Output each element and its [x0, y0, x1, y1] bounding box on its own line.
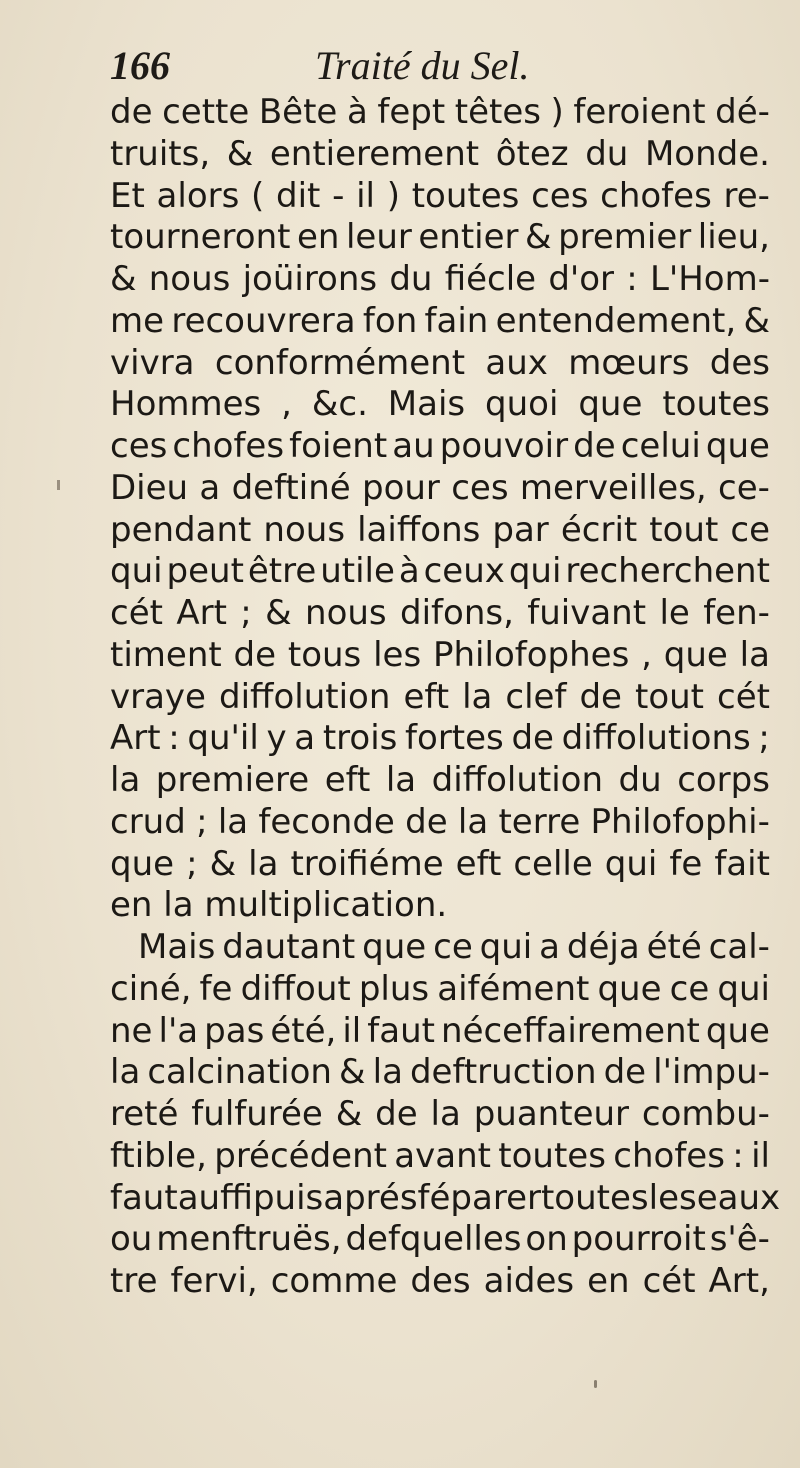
word: fain	[424, 300, 489, 341]
text-line	[110, 176, 770, 218]
word: aux	[485, 342, 548, 383]
word: du	[618, 760, 662, 800]
word: pas	[204, 1010, 265, 1051]
word: &	[209, 843, 237, 884]
word: ,	[281, 384, 292, 425]
running-title: Traité du Sel.	[315, 43, 530, 88]
word: eft	[403, 676, 450, 717]
word: ciné,	[110, 968, 192, 1009]
text-line	[110, 1177, 781, 1220]
word: la	[385, 760, 417, 800]
word: qu'il	[187, 718, 259, 759]
word: Mais	[387, 384, 466, 425]
word: dit	[276, 175, 321, 216]
word: toutes	[662, 384, 770, 425]
word: nous	[263, 509, 346, 550]
word: été	[646, 927, 702, 967]
word: au	[392, 426, 435, 466]
word: Philofophi-	[590, 801, 770, 842]
word: nous	[148, 259, 231, 299]
word: nous	[305, 593, 387, 633]
word: qui	[508, 551, 562, 592]
word: a	[199, 467, 221, 508]
word: ces	[110, 426, 168, 466]
word: déja	[566, 927, 640, 967]
word: de	[603, 1052, 647, 1093]
text-line	[110, 1219, 770, 1261]
word: Art	[176, 593, 227, 633]
word: :	[732, 1135, 744, 1176]
page-number: 166	[110, 43, 170, 88]
word: Art,	[708, 1261, 770, 1301]
word: on	[525, 1219, 568, 1260]
word: du	[389, 259, 433, 299]
word: fon	[362, 300, 418, 341]
word: diffolution	[219, 676, 391, 717]
word: lieu,	[697, 217, 770, 258]
text-line	[110, 593, 770, 635]
word: aides	[483, 1261, 575, 1301]
text-line	[110, 468, 770, 510]
word: trois	[322, 718, 398, 759]
word: clef	[505, 676, 567, 717]
word: ces	[451, 467, 509, 508]
word: recouvrera	[171, 300, 356, 341]
text-line	[110, 217, 770, 259]
word: :	[168, 718, 180, 759]
word: &	[265, 593, 292, 633]
word: auffi	[177, 1177, 253, 1218]
word: &	[743, 300, 770, 341]
word: de	[579, 676, 622, 717]
word: joüirons	[242, 259, 378, 299]
word: deftruction	[409, 1052, 597, 1093]
word: de	[405, 801, 448, 842]
word: fe	[669, 843, 703, 884]
word: des	[410, 1261, 471, 1301]
word: puis	[252, 1177, 324, 1218]
word: l'impu-	[653, 1052, 770, 1093]
word: diffolutions	[561, 718, 751, 759]
word: ou	[110, 1219, 153, 1260]
word: Bête	[258, 92, 338, 132]
word: l'a	[158, 1010, 199, 1051]
word: tourneront	[110, 217, 291, 258]
word: du	[585, 133, 629, 174]
word: toutes	[411, 175, 520, 216]
word: ceux	[423, 551, 505, 592]
word: Art	[110, 718, 161, 759]
word: avant	[394, 1135, 491, 1176]
word: toutes	[540, 1177, 649, 1218]
word: tout	[649, 509, 719, 550]
word: de	[233, 634, 277, 675]
word: aprés	[323, 1177, 418, 1218]
word: :	[626, 259, 638, 299]
word: ôtez	[495, 133, 569, 174]
word: ce	[433, 927, 473, 967]
word: cét	[717, 676, 770, 717]
word: entier	[418, 217, 519, 258]
word: tout	[635, 676, 705, 717]
word: faut	[367, 1010, 435, 1051]
word: truits,	[110, 133, 211, 174]
word: que	[110, 843, 175, 884]
word: celle	[513, 843, 593, 884]
word: quoi	[485, 384, 559, 425]
word: Philofophes	[433, 634, 630, 675]
word: ne	[110, 1010, 153, 1051]
word: fept	[377, 92, 446, 132]
text-line	[110, 802, 770, 844]
word: re-	[723, 175, 770, 216]
word: y	[266, 718, 287, 759]
word: que	[578, 384, 643, 425]
word: ce	[669, 968, 710, 1009]
word: ces	[531, 175, 589, 216]
word: dautant	[222, 927, 356, 967]
word: aifément	[437, 968, 590, 1009]
text-line	[110, 92, 770, 134]
text-line	[110, 844, 770, 886]
text-line	[110, 760, 770, 802]
text-line	[110, 1011, 770, 1053]
word: vraye	[110, 676, 206, 717]
word: que	[663, 634, 728, 675]
word: a	[539, 927, 560, 967]
word: leur	[345, 217, 412, 258]
word: eft	[455, 843, 502, 884]
word: d'or	[548, 259, 615, 299]
text-line	[110, 1136, 770, 1178]
word: de	[511, 718, 554, 759]
word: pendant	[110, 509, 252, 550]
word: la	[110, 760, 141, 800]
word: &	[525, 217, 552, 258]
word: laiffons	[357, 509, 481, 550]
word: à	[398, 551, 420, 592]
word: être	[247, 551, 317, 592]
word: puanteur	[473, 1094, 630, 1134]
word: la	[462, 676, 493, 717]
word: menftruës,	[156, 1219, 342, 1260]
word: recherchent	[565, 551, 770, 592]
word: premiere	[155, 760, 310, 800]
word: terre	[498, 801, 581, 842]
word: calcination	[147, 1052, 332, 1093]
word: pouvoir	[439, 426, 569, 466]
word: alors	[156, 175, 240, 216]
word: eft	[324, 760, 371, 800]
word: Hommes	[110, 384, 262, 425]
word: ,	[641, 634, 652, 675]
margin-speck	[57, 480, 60, 490]
word: s'ê-	[709, 1219, 770, 1260]
word: (	[251, 175, 265, 216]
word: fait	[714, 843, 770, 884]
word: chofes	[172, 426, 285, 466]
word: &	[339, 1052, 366, 1093]
text-line	[110, 551, 770, 593]
word: premier	[558, 217, 692, 258]
page-header	[110, 42, 730, 92]
word: la	[457, 801, 489, 842]
text-line	[110, 1261, 770, 1303]
word: vivra	[110, 342, 195, 383]
word: que	[362, 927, 427, 967]
word: celui	[620, 426, 701, 466]
word: &c.	[311, 384, 368, 425]
word: L'Hom-	[649, 259, 770, 299]
word: cét	[110, 593, 163, 633]
text-line	[110, 426, 770, 468]
word: &	[226, 133, 254, 174]
word: que	[705, 1010, 770, 1051]
word: il	[751, 1135, 770, 1176]
word: de	[573, 426, 616, 466]
word: -	[332, 175, 345, 216]
word: ;	[186, 843, 198, 884]
word: les	[373, 634, 422, 675]
word: le	[659, 593, 690, 633]
word: troifiéme	[290, 843, 444, 884]
text-line	[110, 259, 770, 301]
word: &	[335, 1094, 363, 1134]
text-line	[110, 718, 770, 760]
word: fortes	[405, 718, 504, 759]
word: diffolution	[431, 760, 604, 800]
word: précédent	[214, 1135, 387, 1176]
word: me	[110, 300, 165, 341]
text-line	[110, 1094, 770, 1136]
word: cét	[642, 1261, 696, 1301]
text-line	[110, 134, 770, 176]
word: cal-	[708, 927, 770, 967]
word: difons,	[400, 593, 514, 633]
text-line	[110, 969, 770, 1011]
word: des	[709, 342, 770, 383]
word: en	[296, 217, 340, 258]
word: &	[110, 259, 137, 299]
word: pour	[362, 467, 440, 508]
word: feroient	[573, 92, 706, 132]
word: qui	[717, 968, 770, 1009]
word: entierement	[269, 133, 480, 174]
word: que	[597, 968, 662, 1009]
word: a	[294, 718, 316, 759]
word: toutes	[498, 1135, 606, 1176]
word: été,	[270, 1010, 337, 1051]
word: qui	[604, 843, 658, 884]
text-line	[110, 343, 770, 385]
word: )	[386, 175, 400, 216]
word: reté	[110, 1094, 179, 1134]
word: utile	[320, 551, 395, 592]
text-line	[110, 384, 770, 426]
word: crud	[110, 801, 186, 842]
word: que	[705, 426, 770, 466]
word: plus	[358, 968, 430, 1009]
word: la	[739, 634, 770, 675]
word: fuivant	[527, 593, 647, 633]
word: en	[587, 1261, 630, 1301]
word: pourroit	[571, 1219, 706, 1260]
word: chofes	[600, 175, 712, 216]
word: )	[550, 92, 564, 132]
word: Monde.	[644, 133, 770, 174]
word: tre	[110, 1261, 158, 1301]
word: peut	[166, 551, 244, 592]
text-line	[110, 1052, 770, 1094]
word: corps	[677, 760, 770, 800]
word: par	[492, 509, 549, 550]
word: qui	[479, 927, 533, 967]
word: defquelles	[345, 1219, 522, 1260]
word: fen-	[703, 593, 770, 633]
word: faut	[110, 1177, 178, 1218]
word: féparer	[417, 1177, 541, 1218]
word: feconde	[258, 801, 395, 842]
word: cette	[162, 92, 250, 132]
text-line	[110, 510, 770, 552]
word: Mais	[138, 927, 216, 967]
word: Dieu	[110, 467, 189, 508]
text-line	[110, 635, 770, 677]
word: ftible,	[110, 1135, 207, 1176]
word: il	[356, 175, 376, 216]
ink-speck	[594, 1380, 597, 1388]
word: mœurs	[568, 342, 690, 383]
word: la	[430, 1094, 461, 1134]
word: comme	[270, 1261, 398, 1301]
word: de	[110, 92, 153, 132]
word: il	[342, 1010, 362, 1051]
word: timent	[110, 634, 222, 675]
word: tous	[287, 634, 362, 675]
word: diffout	[240, 968, 351, 1009]
word: écrit	[560, 509, 638, 550]
word: ;	[240, 593, 252, 633]
word: têtes	[454, 92, 541, 132]
word: deftiné	[231, 467, 351, 508]
word: à	[346, 92, 368, 132]
word: la	[248, 843, 279, 884]
word: la	[110, 1052, 141, 1093]
word: fulfurée	[191, 1094, 323, 1134]
body-text	[110, 92, 781, 1303]
text-line	[110, 927, 770, 969]
word: combu-	[641, 1094, 770, 1134]
word: fervi,	[170, 1261, 258, 1301]
text-line: en la multiplication.	[110, 885, 448, 926]
word: néceffairement	[441, 1010, 700, 1051]
word: fiécle	[444, 259, 537, 299]
word: Et	[110, 175, 145, 216]
word: ce	[730, 509, 770, 550]
word: merveilles,	[519, 467, 707, 508]
word: entendement,	[495, 300, 737, 341]
word: la	[372, 1052, 403, 1093]
word: conformément	[214, 342, 466, 383]
word: les	[648, 1177, 697, 1218]
word: foient	[289, 426, 388, 466]
word: de	[375, 1094, 418, 1134]
text-line	[110, 301, 770, 343]
word: eaux	[696, 1177, 781, 1218]
text-line	[110, 677, 770, 719]
word: dé-	[715, 92, 770, 132]
word: fe	[199, 968, 233, 1009]
word: ce-	[718, 467, 770, 508]
word: ;	[758, 718, 770, 759]
word: la	[217, 801, 249, 842]
word: chofes	[613, 1135, 725, 1176]
word: ;	[196, 801, 208, 842]
word: qui	[110, 551, 163, 592]
